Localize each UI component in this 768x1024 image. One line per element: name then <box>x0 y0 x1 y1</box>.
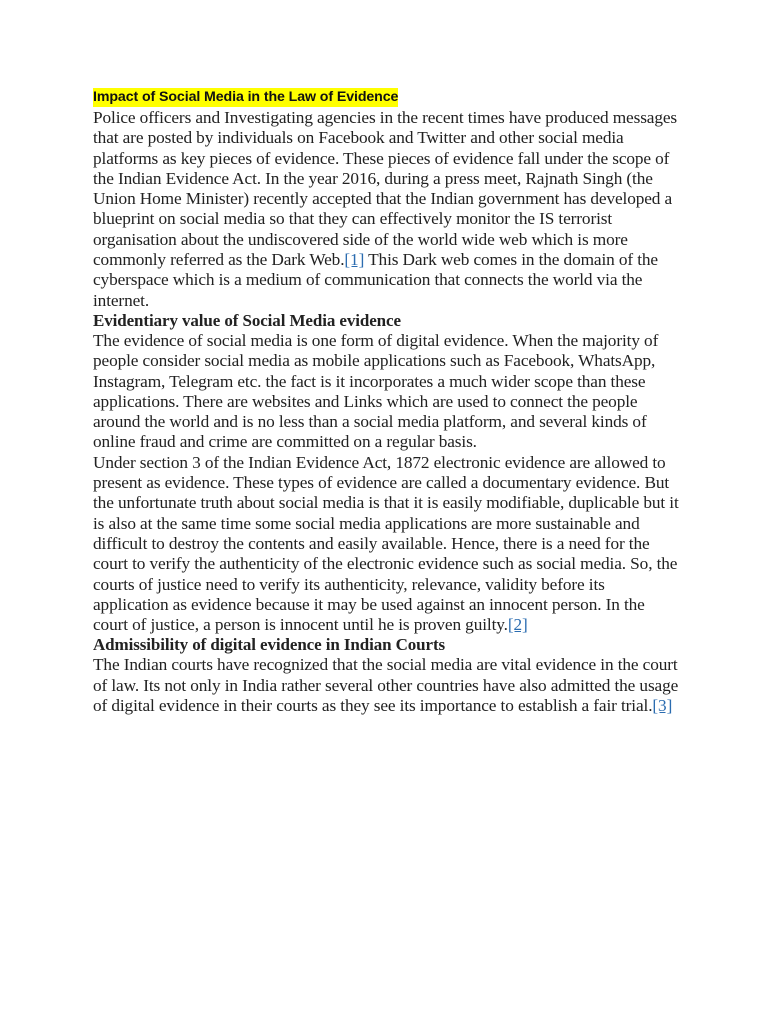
document-title: Impact of Social Media in the Law of Evidence <box>93 89 399 105</box>
paragraph-section-3 <box>93 453 683 636</box>
paragraph-section-3-text: Under section 3 of the Indian Evidence Act, 1872 electronic evidence are allowed to present as evidence. These types of evidence are called a documentary evidence. But the unfortunate truth about social media is that it is easily modifiable, duplicable but it is also at the same time some social media applications are more sustainable and difficult to destroy the contents and easily available. Hence, there is a need for the court to verify the authenticity of the electronic evidence such as social media. So, the courts of justice need to verify its authenticity, relevance, validity before its application as evidence because it may be used against an innocent person. In the court of justice, a person is innocent until he is proven guilty. <box>93 452 679 635</box>
section-heading-evidentiary-value: Evidentiary value of Social Media evidence <box>93 310 401 330</box>
document-page <box>93 88 683 716</box>
paragraph-intro <box>93 108 683 311</box>
footnote-link-3[interactable]: [3] <box>652 696 673 716</box>
paragraph-evidentiary-value: The evidence of social media is one form of digital evidence. When the majority of people consider social media as mobile applications such as Facebook, WhatsApp, Instagram, Telegram etc. the fact is it incorporates a much wider scope than these applications. There are websites and Links which are used to connect the people around the world and is no less than a social media platform, and several kinds of online fraud and crime are committed on a regular basis. <box>93 330 659 452</box>
paragraph-admissibility <box>93 655 683 716</box>
footnote-link-1[interactable]: [1] <box>344 250 365 270</box>
section-heading-admissibility: Admissibility of digital evidence in Indian Courts <box>93 635 446 655</box>
paragraph-admissibility-text: The Indian courts have recognized that the social media are vital evidence in the court of law. Its not only in India rather several other countries have also admitted the usage of digital evidence in their courts as they see its importance to establish a fair trial. <box>93 655 679 716</box>
paragraph-intro-text: Police officers and Investigating agencies in the recent times have produced messages that are posted by individuals on Facebook and Twitter and other social media platforms as key pieces of evidence. These pieces of evidence fall under the scope of the Indian Evidence Act. In the year 2016, during a press meet, Rajnath Singh (the Union Home Minister) recently accepted that the Indian government has developed a blueprint on social media so that they can effectively monitor the IS terrorist organisation about the undiscovered side of the world wide web which is more commonly referred as the Dark Web. <box>93 108 678 270</box>
paragraph-intro-text-continued: This Dark web comes in the domain of the cyberspace which is a medium of communication that connects the world via the internet. <box>93 250 658 310</box>
title-block <box>93 88 683 108</box>
footnote-link-2[interactable]: [2] <box>507 615 528 635</box>
